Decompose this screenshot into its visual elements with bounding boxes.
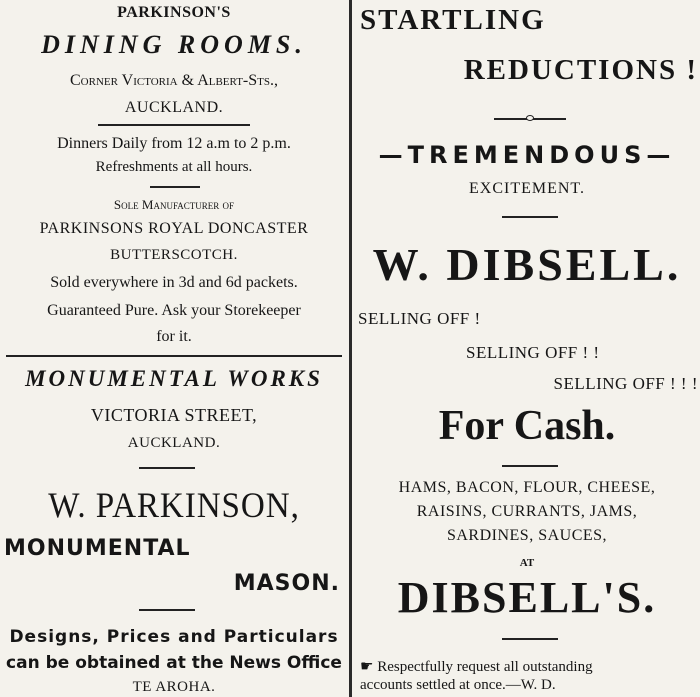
ad-hours: Dinners Daily from 12 a.m to 2 p.m. — [57, 135, 291, 152]
ad-manufacturer: Sole Manufacturer of — [113, 197, 235, 212]
divider — [150, 186, 200, 188]
column-divider — [349, 0, 352, 697]
ad-sold: Sold everywhere in 3d and 6d packets. — [50, 274, 298, 291]
ad-trade-2: MASON. — [233, 571, 340, 596]
left-column — [0, 0, 348, 697]
ad-title: DINING ROOMS. — [41, 30, 307, 59]
ad-title: MONUMENTAL WORKS — [25, 366, 323, 391]
ad-at: AT — [519, 557, 535, 569]
ad-guarantee: Guaranteed Pure. Ask your Storekeeper — [47, 302, 301, 319]
divider — [502, 638, 558, 640]
ad-notice-text: Respectfully request all outstanding — [377, 659, 593, 675]
ad-excitement: EXCITEMENT. — [468, 180, 585, 197]
ad-city: AUCKLAND. — [127, 435, 221, 451]
ad-goods-2: RAISINS, CURRANTS, JAMS, — [416, 503, 638, 520]
ad-refreshments: Refreshments at all hours. — [95, 159, 253, 175]
divider — [139, 609, 195, 611]
ad-name: W. DIBSELL. — [372, 239, 682, 290]
ad-startling: STARTLING — [360, 4, 546, 36]
ad-for-it: for it. — [156, 328, 192, 345]
ad-product: PARKINSONS ROYAL DONCASTER — [39, 220, 309, 237]
right-column — [354, 0, 700, 697]
ad-product2: BUTTERSCOTCH. — [110, 247, 238, 263]
ad-selling-3: SELLING OFF ! ! ! — [553, 374, 698, 393]
ad-notice — [360, 657, 593, 676]
ad-selling-2: SELLING OFF ! ! — [466, 343, 600, 362]
ad-dibsells: DIBSELL'S. — [397, 573, 657, 622]
ornament-knot — [526, 115, 534, 121]
ad-tremendous: —TREMENDOUS— — [378, 141, 676, 169]
ad-notice-2: accounts settled at once.—W. D. — [360, 677, 556, 693]
ad-goods-3: SARDINES, SAUCES, — [446, 527, 608, 544]
section-rule — [6, 355, 342, 357]
ad-name: W. PARKINSON, — [48, 485, 300, 525]
divider — [98, 124, 250, 126]
divider — [139, 467, 195, 469]
divider — [502, 465, 558, 467]
ad-street: VICTORIA STREET, — [90, 405, 258, 425]
pointing-hand-icon: ☛ — [360, 657, 374, 675]
ad-selling-1: SELLING OFF ! — [358, 309, 481, 328]
ad-reductions: REDUCTIONS ! — [463, 54, 698, 86]
ad-place: TE AROHA. — [132, 679, 216, 695]
ad-city: AUCKLAND. — [124, 99, 224, 116]
ad-obtain: can be obtained at the News Office — [6, 653, 342, 673]
ad-trade-1: MONUMENTAL — [4, 536, 191, 561]
ad-owner: PARKINSON'S — [117, 4, 231, 21]
ad-goods-1: HAMS, BACON, FLOUR, CHEESE, — [398, 479, 656, 496]
divider — [502, 216, 558, 218]
ad-designs: Designs, Prices and Particulars — [9, 627, 339, 647]
ad-for-cash: For Cash. — [438, 403, 616, 449]
ad-address: Corner Victoria & Albert-Sts., — [70, 72, 278, 89]
